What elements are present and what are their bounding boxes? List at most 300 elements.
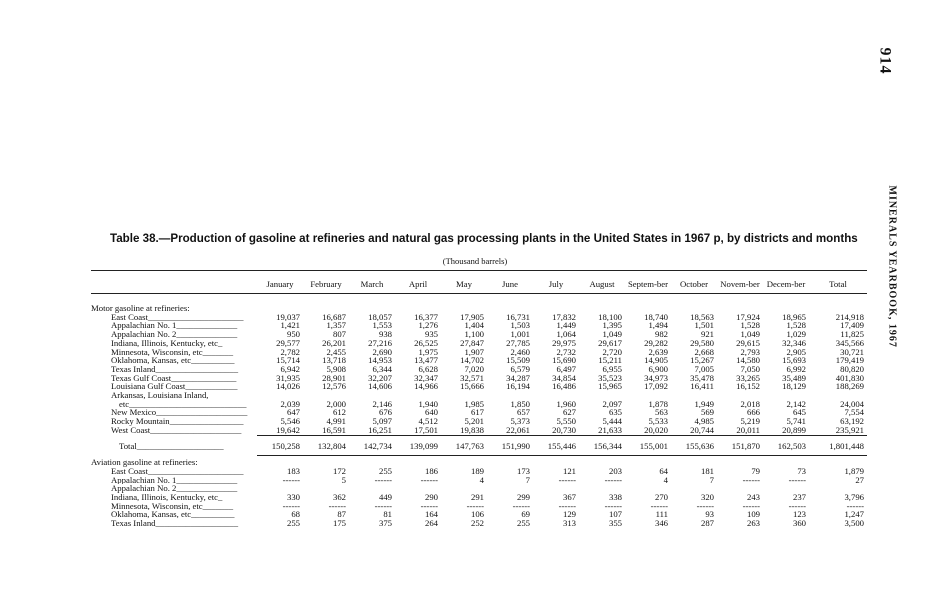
table-cell: 338 xyxy=(608,493,622,502)
table-cell: 5,201 xyxy=(464,417,484,426)
table-cell: 563 xyxy=(654,408,668,418)
table-cell: 35,523 xyxy=(598,373,622,383)
table-cell: ------ xyxy=(374,475,392,485)
table-cell: 18,129 xyxy=(782,382,806,392)
table-cell: 255 xyxy=(286,519,300,528)
table-cell: 28,901 xyxy=(322,373,346,383)
table-cell: ------ xyxy=(696,501,714,511)
column-header: Total xyxy=(809,271,867,294)
table-cell: 2,905 xyxy=(786,347,806,357)
column-header: October xyxy=(671,271,717,294)
table-row xyxy=(91,408,867,417)
table-cell: 11,825 xyxy=(840,330,864,339)
table-cell: 17,092 xyxy=(644,382,668,392)
table-cell: 33,265 xyxy=(736,373,760,383)
table-cell: 6,992 xyxy=(786,364,806,374)
section-heading-row xyxy=(91,456,867,467)
table-cell: 16,152 xyxy=(736,382,760,392)
table-cell: 1,528 xyxy=(740,321,760,331)
table-cell: 2,460 xyxy=(510,347,530,357)
table-cell: 17,905 xyxy=(460,312,484,322)
table-cell: 6,579 xyxy=(510,364,530,374)
table-cell: 35,478 xyxy=(690,373,714,383)
table-cell: 7,554 xyxy=(844,408,864,418)
row-label: Minnesota, Wisconsin, etc_______ xyxy=(111,347,234,357)
column-header: Septem-ber xyxy=(625,271,671,294)
table-cell: ------ xyxy=(650,501,668,511)
table-cell: ------ xyxy=(742,501,760,511)
table-cell: ------ xyxy=(282,475,300,485)
table-cell: 6,900 xyxy=(648,364,668,374)
table-row xyxy=(91,510,867,519)
table-cell: 1,395 xyxy=(602,321,622,331)
table-cell: 1,357 xyxy=(326,321,346,331)
table-cell: 16,486 xyxy=(552,382,576,392)
table-cell: 13,718 xyxy=(322,356,346,365)
table-cell: ------ xyxy=(604,501,622,511)
section-heading-row xyxy=(91,294,867,313)
table-cell xyxy=(809,484,867,493)
table-row xyxy=(91,313,867,322)
table-cell: ------ xyxy=(512,501,530,511)
row-label: Appalachian No. 1______________ xyxy=(111,321,238,331)
table-cell: ------ xyxy=(282,501,300,511)
table-cell: ------ xyxy=(466,501,484,511)
table-cell: 17,501 xyxy=(414,425,438,435)
table-cell: 34,287 xyxy=(506,373,530,383)
table-cell: 666 xyxy=(746,408,760,418)
total-row xyxy=(91,435,867,456)
table-cell: 29,617 xyxy=(598,338,622,348)
table-cell: 14,966 xyxy=(414,382,438,392)
table-cell: 243 xyxy=(746,493,760,502)
table-cell: 1,049 xyxy=(602,330,622,339)
total-label: Total____________________ xyxy=(119,440,224,451)
table-cell: 1,503 xyxy=(510,321,530,331)
table-cell: 1,001 xyxy=(510,330,530,339)
table-cell: 1,850 xyxy=(510,399,530,409)
table-cell: 14,606 xyxy=(368,382,392,392)
section-heading: Aviation gasoline at refineries: xyxy=(91,457,198,467)
table-cell: 30,721 xyxy=(840,347,864,357)
total-cell: 150,258 xyxy=(257,435,303,456)
table-cell: 1,985 xyxy=(464,399,484,409)
table-cell: 645 xyxy=(792,408,806,418)
table-row xyxy=(91,321,867,330)
table-cell: ------ xyxy=(846,501,864,511)
table-cell: 938 xyxy=(378,330,392,339)
table-cell: 3,796 xyxy=(844,493,864,502)
table-cell xyxy=(257,484,303,493)
table-cell: 35,489 xyxy=(782,373,806,383)
table-cell: 32,207 xyxy=(368,373,392,383)
table-cell: 362 xyxy=(332,493,346,502)
table-cell: 15,666 xyxy=(460,382,484,392)
table-cell: 175 xyxy=(332,519,346,528)
table-cell: 29,282 xyxy=(644,338,668,348)
table-cell: ------ xyxy=(374,501,392,511)
table-cell: ------ xyxy=(558,475,576,485)
table-cell: 16,591 xyxy=(322,425,346,435)
table-cell: 3,500 xyxy=(844,519,864,528)
table-cell: 270 xyxy=(654,493,668,502)
table-cell: 81 xyxy=(383,510,392,520)
table-cell: 32,347 xyxy=(414,373,438,383)
table-cell: 5,908 xyxy=(326,364,346,374)
table-cell: 64 xyxy=(659,466,668,476)
table-cell: 1,940 xyxy=(418,399,438,409)
table-cell: 34,973 xyxy=(644,373,668,383)
row-label: Indiana, Illinois, Kentucky, etc_ xyxy=(111,338,223,348)
table-cell: 7,050 xyxy=(740,364,760,374)
table-row xyxy=(91,417,867,426)
table-cell: 1,494 xyxy=(648,321,668,331)
total-cell: 155,636 xyxy=(671,435,717,456)
table-cell: 235,921 xyxy=(835,425,864,435)
total-cell: 151,870 xyxy=(717,435,763,456)
table-row xyxy=(91,382,867,391)
table-cell: 13,477 xyxy=(414,356,438,365)
table-cell: 203 xyxy=(608,466,622,476)
table-cell: 179,419 xyxy=(835,356,864,365)
table-cell: 20,744 xyxy=(690,425,714,435)
column-header: January xyxy=(257,271,303,294)
table-title: Table 38.—Production of gasoline at refineries and natural gas processing plants in the United States in 1967 p, by districts and months xyxy=(110,232,858,245)
total-cell: 147,763 xyxy=(441,435,487,456)
table-cell: 106 xyxy=(470,510,484,520)
table-cell: 27,785 xyxy=(506,338,530,348)
table-row xyxy=(91,374,867,383)
table-cell: 7,020 xyxy=(464,364,484,374)
total-cell: 156,344 xyxy=(579,435,625,456)
row-label: Oklahoma, Kansas, etc__________ xyxy=(111,510,235,520)
table-cell: 1,975 xyxy=(418,347,438,357)
table-row xyxy=(91,356,867,365)
table-cell: 2,000 xyxy=(326,399,346,409)
table-cell: 617 xyxy=(470,408,484,418)
table-cell: 5,741 xyxy=(786,417,806,426)
table-row xyxy=(91,339,867,348)
table-cell: 31,935 xyxy=(276,373,300,383)
table-cell: 360 xyxy=(792,519,806,528)
table-cell: ------ xyxy=(742,475,760,485)
total-cell: 139,099 xyxy=(395,435,441,456)
table-cell: 2,793 xyxy=(740,347,760,357)
table-cell: 34,854 xyxy=(552,373,576,383)
table-cell: 255 xyxy=(516,519,530,528)
row-label: Texas Inland___________________ xyxy=(111,519,239,528)
table-cell: 2,142 xyxy=(786,399,806,409)
table-cell: ------ xyxy=(420,501,438,511)
table-cell: 1,449 xyxy=(556,321,576,331)
table-cell: 355 xyxy=(608,519,622,528)
table-cell: 14,953 xyxy=(368,356,392,365)
table-cell xyxy=(395,484,441,493)
table-cell: 21,633 xyxy=(598,425,622,435)
table-cell: 627 xyxy=(562,408,576,418)
table-cell: 73 xyxy=(797,466,806,476)
table-cell: 20,011 xyxy=(736,425,760,435)
table-body xyxy=(91,294,867,528)
total-cell: 142,734 xyxy=(349,435,395,456)
total-cell: 162,503 xyxy=(763,435,809,456)
table-cell: 320 xyxy=(700,493,714,502)
column-header: February xyxy=(303,271,349,294)
table-cell: 1,404 xyxy=(464,321,484,331)
table-row xyxy=(91,467,867,476)
table-cell: 5,444 xyxy=(602,417,622,426)
row-label: Texas Inland___________________ xyxy=(111,364,239,374)
table-cell: 181 xyxy=(700,466,714,476)
table-cell: 16,251 xyxy=(368,425,392,435)
row-label: Texas Gulf Coast_______________ xyxy=(111,373,237,383)
table-cell: 129 xyxy=(562,510,576,520)
table-cell: 4,985 xyxy=(694,417,714,426)
table-cell: 367 xyxy=(562,493,576,502)
table-cell: 647 xyxy=(286,408,300,418)
table-cell: 2,732 xyxy=(556,347,576,357)
table-cell xyxy=(441,484,487,493)
table-cell: 16,194 xyxy=(506,382,530,392)
table-row xyxy=(91,391,867,400)
table-cell xyxy=(487,484,533,493)
table-cell: 69 xyxy=(521,510,530,520)
table-cell: 237 xyxy=(792,493,806,502)
table-cell: 188,269 xyxy=(835,382,864,392)
table-cell: ------ xyxy=(604,475,622,485)
table-cell: 1,960 xyxy=(556,399,576,409)
table-cell: 1,878 xyxy=(648,399,668,409)
table-cell: 5,219 xyxy=(740,417,760,426)
table-cell: 5,097 xyxy=(372,417,392,426)
table-cell: 1,247 xyxy=(844,510,864,520)
table-cell: 18,100 xyxy=(598,312,622,322)
column-header: March xyxy=(349,271,395,294)
table-cell: 18,057 xyxy=(368,312,392,322)
table-cell: 299 xyxy=(516,493,530,502)
column-header: June xyxy=(487,271,533,294)
table-cell: 27,847 xyxy=(460,338,484,348)
table-cell: 1,421 xyxy=(280,321,300,331)
table-cell: 123 xyxy=(792,510,806,520)
table-cell: 15,267 xyxy=(690,356,714,365)
table-cell: 17,409 xyxy=(840,321,864,331)
table-cell: 20,730 xyxy=(552,425,576,435)
table-cell: 15,509 xyxy=(506,356,530,365)
table-cell: 68 xyxy=(291,510,300,520)
table-cell: 4,512 xyxy=(418,417,438,426)
column-header: August xyxy=(579,271,625,294)
table-cell: 16,411 xyxy=(690,382,714,392)
table-cell: 7 xyxy=(709,475,714,485)
table-cell: 172 xyxy=(332,466,346,476)
table-cell: 635 xyxy=(608,408,622,418)
table-cell: 2,690 xyxy=(372,347,392,357)
table-cell: 22,061 xyxy=(506,425,530,435)
table-cell xyxy=(579,484,625,493)
table-cell: 5 xyxy=(341,475,346,485)
table-cell: ------ xyxy=(788,501,806,511)
table-cell: 26,525 xyxy=(414,338,438,348)
table-cell xyxy=(349,484,395,493)
table-cell: 173 xyxy=(516,466,530,476)
table-cell: 26,201 xyxy=(322,338,346,348)
table-cell: 375 xyxy=(378,519,392,528)
column-header: Novem-ber xyxy=(717,271,763,294)
row-label: Minnesota, Wisconsin, etc_______ xyxy=(111,501,234,511)
table-cell: 14,905 xyxy=(644,356,668,365)
table-cell: 2,039 xyxy=(280,399,300,409)
row-label: Appalachian No. 2______________ xyxy=(111,330,238,339)
table-cell: 32,571 xyxy=(460,373,484,383)
table-cell: 18,740 xyxy=(644,312,668,322)
table-cell: 93 xyxy=(705,510,714,520)
row-label: Indiana, Illinois, Kentucky, etc_ xyxy=(111,493,223,502)
table-cell: 121 xyxy=(562,466,576,476)
table-cell: 921 xyxy=(700,330,714,339)
table-cell: 20,899 xyxy=(782,425,806,435)
table-row xyxy=(91,330,867,339)
table-cell: ------ xyxy=(420,475,438,485)
column-header: Decem-ber xyxy=(763,271,809,294)
column-header: May xyxy=(441,271,487,294)
table-cell: 807 xyxy=(332,330,346,339)
table-cell: 186 xyxy=(424,466,438,476)
table-cell: 29,580 xyxy=(690,338,714,348)
table-cell: 29,577 xyxy=(276,338,300,348)
table-cell: 1,879 xyxy=(844,466,864,476)
table-cell: 2,639 xyxy=(648,347,668,357)
table-cell: 449 xyxy=(378,493,392,502)
table-cell: 612 xyxy=(332,408,346,418)
table-cell: 164 xyxy=(424,510,438,520)
table-cell: 1,528 xyxy=(786,321,806,331)
table-cell: 2,146 xyxy=(372,399,392,409)
table-cell: 6,955 xyxy=(602,364,622,374)
table-cell: 29,975 xyxy=(552,338,576,348)
row-label: West Coast_____________________ xyxy=(111,425,242,436)
table-cell: 657 xyxy=(516,408,530,418)
table-cell: 982 xyxy=(654,330,668,339)
table-cell: 2,720 xyxy=(602,347,622,357)
table-cell: 109 xyxy=(746,510,760,520)
table-cell: ------ xyxy=(328,501,346,511)
table-cell: 14,702 xyxy=(460,356,484,365)
table-cell: 264 xyxy=(424,519,438,528)
table-cell xyxy=(303,484,349,493)
table-cell: 107 xyxy=(608,510,622,520)
table-cell: 2,097 xyxy=(602,399,622,409)
table-cell: 14,026 xyxy=(276,382,300,392)
table-row xyxy=(91,400,867,409)
table-cell: 183 xyxy=(286,466,300,476)
column-header: April xyxy=(395,271,441,294)
table-cell: 263 xyxy=(746,519,760,528)
table-cell: 14,580 xyxy=(736,356,760,365)
table-cell: 7 xyxy=(525,475,530,485)
row-label: Rocky Mountain_________________ xyxy=(111,417,244,426)
table-cell: 1,029 xyxy=(786,330,806,339)
table-cell: 935 xyxy=(424,330,438,339)
total-cell: 1,801,448 xyxy=(809,435,867,456)
section-heading: Motor gasoline at refineries: xyxy=(91,303,190,313)
table-cell: 87 xyxy=(337,510,346,520)
page-number: 914 xyxy=(876,47,894,75)
table-cell: 6,628 xyxy=(418,364,438,374)
table-cell: 16,687 xyxy=(322,312,346,322)
table-cell: 32,346 xyxy=(782,338,806,348)
table-row xyxy=(91,519,867,528)
table-cell: 16,377 xyxy=(414,312,438,322)
table-cell: 18,965 xyxy=(782,312,806,322)
table-cell: 15,211 xyxy=(598,356,622,365)
table-cell: 5,550 xyxy=(556,417,576,426)
table-cell: 5,533 xyxy=(648,417,668,426)
table-row xyxy=(91,365,867,374)
header-row xyxy=(91,271,867,294)
table-cell: 17,924 xyxy=(736,312,760,322)
gasoline-production-table xyxy=(91,270,867,528)
running-head: MINERALS YEARBOOK, 1967 xyxy=(886,185,898,348)
table-cell: 80,820 xyxy=(840,364,864,374)
table-cell xyxy=(763,484,809,493)
table-cell: 4 xyxy=(663,475,668,485)
table-cell: 330 xyxy=(286,493,300,502)
table-cell: 1,949 xyxy=(694,399,714,409)
table-cell: 29,615 xyxy=(736,338,760,348)
table-cell: 7,005 xyxy=(694,364,714,374)
table-cell: 2,782 xyxy=(280,347,300,357)
table-cell: 17,832 xyxy=(552,312,576,322)
table-cell: 291 xyxy=(470,493,484,502)
table-cell: 6,344 xyxy=(372,364,392,374)
table-cell: 4 xyxy=(479,475,484,485)
total-cell: 155,001 xyxy=(625,435,671,456)
table-cell: 15,690 xyxy=(552,356,576,365)
table-cell: 5,546 xyxy=(280,417,300,426)
row-label: New Mexico_____________________ xyxy=(111,408,248,418)
table-cell: 15,965 xyxy=(598,382,622,392)
table-cell: 79 xyxy=(751,466,760,476)
table-cell: ------ xyxy=(558,501,576,511)
table-cell: 27,216 xyxy=(368,338,392,348)
table-cell: 12,576 xyxy=(322,382,346,392)
row-label: Appalachian No. 1______________ xyxy=(111,475,238,485)
table-row xyxy=(91,476,867,485)
row-label: Appalachian No. 2______________ xyxy=(111,484,238,494)
table-cell xyxy=(625,484,671,493)
table-cell: 24,004 xyxy=(840,399,864,409)
table-cell: 346 xyxy=(654,519,668,528)
table-cell: ------ xyxy=(788,475,806,485)
row-label: East Coast______________________ xyxy=(111,466,244,476)
table-row xyxy=(91,502,867,511)
table-cell: 27 xyxy=(855,475,864,485)
table-cell: 19,037 xyxy=(276,312,300,322)
table-cell: 950 xyxy=(286,330,300,339)
table-cell: 1,907 xyxy=(464,347,484,357)
table-cell: 4,991 xyxy=(326,417,346,426)
table-cell: 640 xyxy=(424,408,438,418)
table-cell xyxy=(717,484,763,493)
table-cell: 19,838 xyxy=(460,425,484,435)
row-label: Oklahoma, Kansas, etc__________ xyxy=(111,356,235,365)
table-cell: 63,192 xyxy=(840,417,864,426)
table-cell: 1,553 xyxy=(372,321,392,331)
table-cell: 189 xyxy=(470,466,484,476)
table-cell: 5,373 xyxy=(510,417,530,426)
table-cell: 1,064 xyxy=(556,330,576,339)
